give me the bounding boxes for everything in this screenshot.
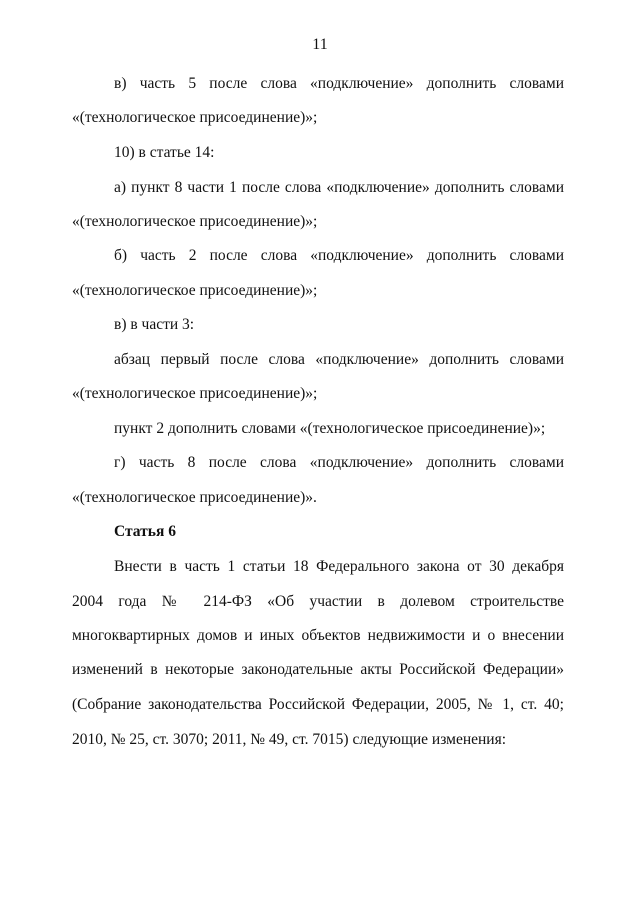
article-heading: Статья 6 [114, 523, 176, 540]
text-line: 2010, № 25, ст. 3070; 2011, № 49, ст. 7015) следующие изменения: [72, 731, 507, 748]
text-line: «(технологическое присоединение)»; [72, 282, 318, 299]
text-line: «(технологическое присоединение)»; [72, 213, 318, 230]
text-line: г) часть 8 после слова «подключение» дополнить словами [114, 454, 564, 471]
text-line: б) часть 2 после слова «подключение» дополнить словами [114, 247, 564, 264]
text-line: пункт 2 дополнить словами «(технологическое присоединение)»; [114, 420, 546, 437]
text-line: в) в части 3: [114, 316, 195, 333]
text-line: «(технологическое присоединение)»; [72, 109, 318, 126]
text-line: «(технологическое присоединение)»; [72, 385, 318, 402]
text-line: абзац первый после слова «подключение» дополнить словами [114, 351, 564, 368]
text-line: а) пункт 8 части 1 после слова «подключение» дополнить словами [114, 179, 564, 196]
text-line: многоквартирных домов и иных объектов недвижимости и о внесении [72, 627, 564, 644]
text-line: «(технологическое присоединение)». [72, 489, 317, 506]
text-line: 10) в статье 14: [114, 144, 215, 161]
text-line: 2004 года № 214-ФЗ «Об участии в долевом строительстве [72, 593, 564, 610]
page-number: 11 [312, 36, 328, 53]
text-line: изменений в некоторые законодательные акты Российской Федерации» [72, 661, 564, 678]
text-line: Внести в часть 1 статьи 18 Федерального закона от 30 декабря [114, 558, 564, 575]
text-line: (Собрание законодательства Российской Федерации, 2005, № 1, ст. 40; [72, 696, 564, 713]
text-line: в) часть 5 после слова «подключение» дополнить словами [114, 75, 564, 92]
